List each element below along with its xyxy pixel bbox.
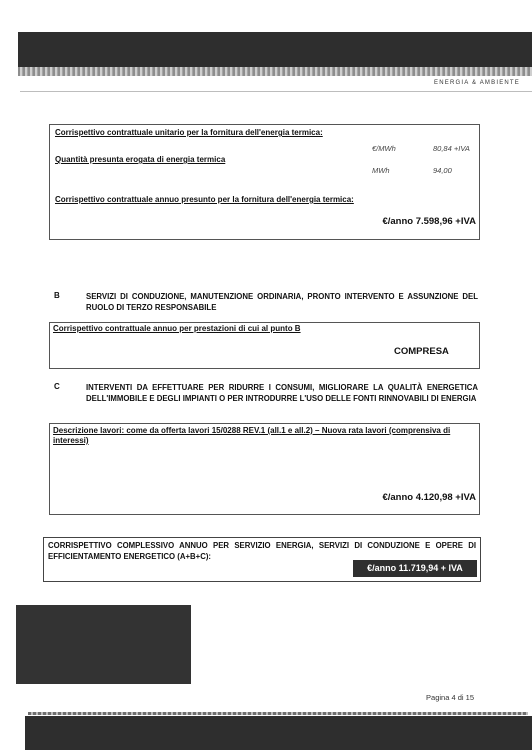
section-c-title: INTERVENTI DA EFFETTUARE PER RIDURRE I CONSUMI, MIGLIORARE LA QUALITÀ ENERGETICA DELL'IMMOBILE E DEGLI IMPIANTI O PER INTRODURRE L'USO DELLE FONTI RINNOVABILI DI ENERGIA (86, 383, 478, 403)
section-b-letter: B (54, 291, 60, 300)
efficiency-works-box (49, 423, 480, 515)
energy-supply-box (49, 124, 480, 240)
works-annual-total: €/anno 4.120,98 +IVA (382, 492, 476, 503)
header-divider (20, 91, 532, 92)
quantity-label: Quantità presunta erogata di energia termica (55, 155, 226, 164)
redacted-signature-block (16, 605, 191, 684)
footer-scan-strip (28, 712, 528, 715)
unit-price-label: Corrispettivo contrattuale unitario per la fornitura dell'energia termica: (55, 128, 323, 137)
works-description: Descrizione lavori: come da offerta lavori 15/0288 REV.1 (all.1 e all.2) – Nuova rata lavori (comprensiva di interessi) (53, 426, 451, 445)
maintenance-fee-value: COMPRESA (394, 346, 449, 357)
redacted-header-block (18, 32, 532, 67)
unit-price-unit: €/MWh (372, 144, 396, 153)
maintenance-services-box (49, 322, 480, 369)
annual-supply-label: Corrispettivo contrattuale annuo presunto per la fornitura dell'energia termica: (55, 195, 354, 204)
section-b-title: SERVIZI DI CONDUZIONE, MANUTENZIONE ORDINARIA, PRONTO INTERVENTO E ASSUNZIONE DEL RUOLO DI TERZO RESPONSABILE (86, 292, 478, 312)
header-brand: ENERGIA & AMBIENTE (434, 80, 520, 86)
annual-supply-total: €/anno 7.598,96 +IVA (382, 216, 476, 227)
page-number: Pagina 4 di 15 (426, 693, 474, 702)
grand-total-value: €/anno 11.719,94 + IVA (353, 560, 477, 577)
header-scan-strip (18, 67, 532, 76)
grand-total-label: CORRISPETTIVO COMPLESSIVO ANNUO PER SERVIZIO ENERGIA, SERVIZI DI CONDUZIONE E OPERE DI EFFICIENTAMENTO ENERGETICO (A+B+C): (48, 541, 476, 561)
section-c-letter: C (54, 382, 60, 391)
quantity-unit: MWh (372, 166, 390, 175)
grand-total-box (43, 537, 481, 582)
quantity-value: 94,00 (433, 166, 452, 175)
unit-price-value: 80,84 +IVA (433, 144, 470, 153)
maintenance-fee-label: Corrispettivo contrattuale annuo per prestazioni di cui al punto B (53, 324, 301, 333)
redacted-footer-block (25, 716, 532, 750)
